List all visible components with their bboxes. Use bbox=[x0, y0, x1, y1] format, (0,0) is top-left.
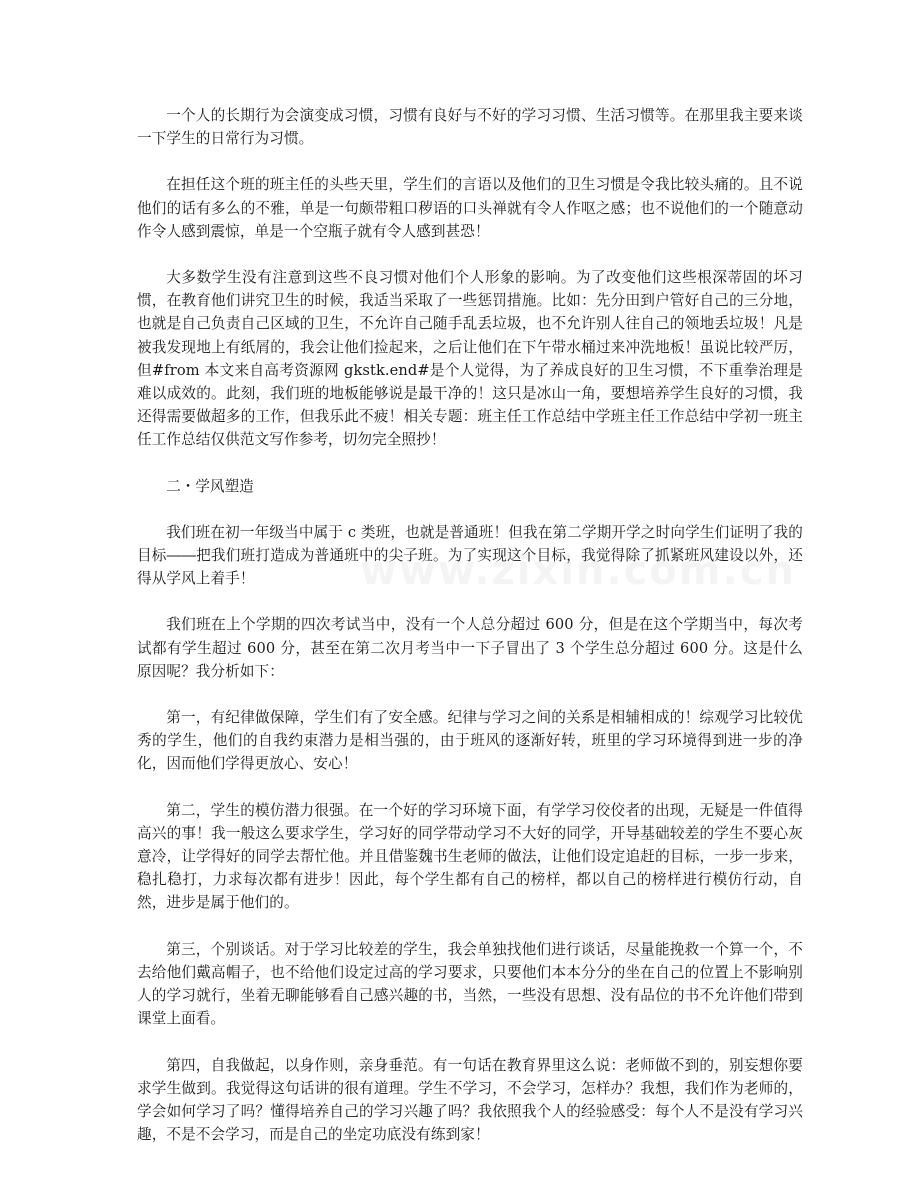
paragraph-class-goal: 我们班在初一年级当中属于 c 类班，也就是普通班！但我在第二学期开学之时向学生们证明了我的目标――把我们班打造成为普通班中的尖子班。为了实现这个目标，我觉得除了抓紧班风建设以外，还得从学风上着手！ bbox=[137, 523, 803, 588]
paragraph-hygiene-problem: 在担任这个班的班主任的头些天里，学生们的言语以及他们的卫生习惯是令我比较头痛的。且不说他们的话有多么的不雅，单是一句颇带粗口秽语的口头禅就有令人作呕之感；也不说他们的一个随意动作令人感到震惊，单是一个空瓶子就有令人感到甚恐！ bbox=[137, 176, 803, 240]
section-heading: 二・学风塑造 bbox=[166, 477, 254, 495]
paragraph-exam-results: 我们班在上个学期的四次考试当中，没有一个人总分超过 600 分，但是在这个学期当中，每次考试都有学生超过 600 分，甚至在第二次月考当中一下子冒出了 3 个学生总分超过 600 分。这是什么原因呢？我分析如下： bbox=[137, 616, 803, 680]
paragraph-intro: 一个人的长期行为会演变成习惯，习惯有良好与不好的学习习惯、生活习惯等。在那里我主要来谈一下学生的日常行为习惯。 bbox=[137, 107, 803, 148]
paragraph-point-two: 第二，学生的模仿潜力很强。在一个好的学习环境下面，有学学习佼佼者的出现，无疑是一件值得高兴的事！我一般这么要求学生，学习好的同学带动学习不大好的同学，开导基础较差的学生不要心灰意冷，让学得好的同学去帮忙他。并且借鉴魏书生老师的做法，让他们设定追赶的目标，一步一步来，稳扎稳打，力求每次都有进步！因此，每个学生都有自己的榜样，都以自己的榜样进行模仿行动，自然，进步是属于他们的。 bbox=[137, 801, 803, 912]
paragraph-point-three: 第三，个别谈话。对于学习比较差的学生，我会单独找他们进行谈话，尽量能挽救一个算一个，不去给他们戴高帽子，也不给他们设定过高的学习要求，只要他们本本分分的坐在自己的位置上不影响别人的学习就行，坐着无聊能够看自己感兴趣的书，当然，一些没有思想、没有品位的书不允许他们带到课堂上面看。 bbox=[137, 940, 803, 1028]
paragraph-point-one: 第一，有纪律做保障，学生们有了安全感。纪律与学习之间的关系是相辅相成的！综观学习比较优秀的学生，他们的自我约束潜力是相当强的，由于班风的逐渐好转，班里的学习环境得到进一步的净化，因而他们学得更放心、安心！ bbox=[137, 709, 803, 773]
paragraph-hygiene-measures: 大多数学生没有注意到这些不良习惯对他们个人形象的影响。为了改变他们这些根深蒂固的坏习惯，在教育他们讲究卫生的时候，我适当采取了一些惩罚措施。比如：先分田到户管好自己的三分地，也就是自己负责自己区域的卫生，不允许自己随手乱丢垃圾，也不允许别人往自己的领地丢垃圾！凡是被我发现地上有纸屑的，我会让他们捡起来，之后让他们在下午带水桶过来冲洗地板！虽说比较严厉，但#from 本文来自高考资源网 gkstk.end#是个人觉得，为了养成良好的卫生习惯，不下重拳治理是难以成效的。此刻，我们班的地板能够说是最干净的！这只是冰山一角，要想培养学生良好的习惯，我还得需要做超多的工作，但我乐此不疲！相关专题：班主任工作总结中学班主任工作总结中学初一班主任工作总结仅供范文写作参考，切勿完全照抄！ bbox=[137, 269, 803, 449]
paragraph-point-four: 第四，自我做起，以身作则，亲身垂范。有一句话在教育界里这么说：老师做不到的，别妄想你要求学生做到。我觉得这句话讲的很有道理。学生不学习，不会学习，怎样办？我想，我们作为老师的，学会如何学习了吗？懂得培养自己的学习兴趣了吗？我依照我个人的经验感受：每个人不是没有学习兴趣，不是不会学习，而是自己的坐定功底没有练到家！ bbox=[137, 1056, 803, 1144]
document-body bbox=[137, 104, 803, 1169]
